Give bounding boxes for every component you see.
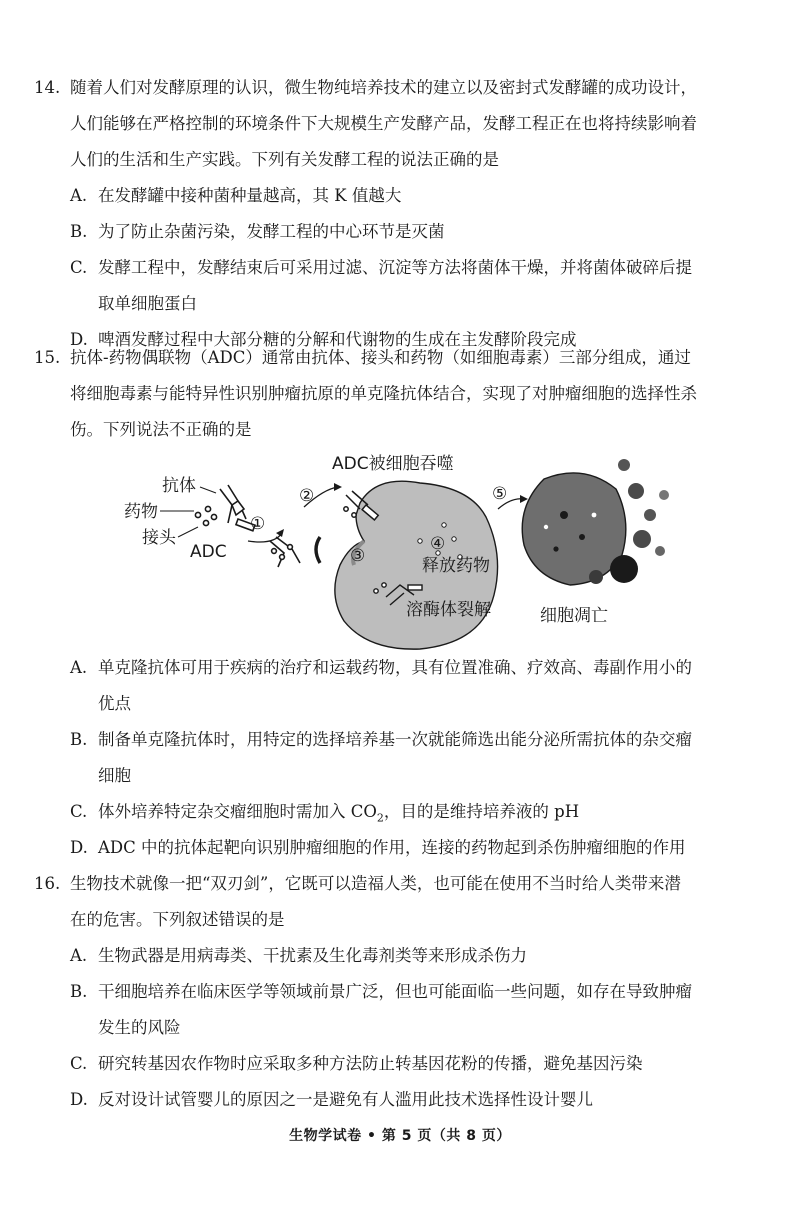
question-14-option-c-cont: 取单细胞蛋白 bbox=[98, 294, 197, 313]
question-15-option-a[interactable]: A. 单克隆抗体可用于疾病的治疗和运载药物，具有位置准确、疗效高、毒副作用小的 bbox=[70, 658, 692, 677]
label-lysosome: 溶酶体裂解 bbox=[406, 600, 491, 620]
question-15-stem-line-3: 伤。下列说法不正确的是 bbox=[70, 420, 252, 439]
page-footer: 生物学试卷 • 第 5 页（共 8 页） bbox=[289, 1128, 511, 1144]
label-antibody: 抗体 bbox=[162, 476, 196, 496]
question-14-option-b[interactable]: B. 为了防止杂菌污染，发酵工程的中心环节是灭菌 bbox=[70, 222, 445, 241]
step-4-label: ④ bbox=[430, 534, 446, 554]
question-15-options bbox=[34, 650, 764, 866]
label-apoptosis: 细胞凋亡 bbox=[540, 606, 608, 626]
adc-molecule-icon bbox=[195, 485, 255, 531]
adc-diagram bbox=[124, 445, 684, 655]
question-14 bbox=[34, 70, 764, 358]
question-14-number: 14. bbox=[34, 78, 61, 97]
question-16-number: 16. bbox=[34, 874, 61, 893]
question-14-option-c[interactable]: C. 发酵工程中，发酵结束后可采用过滤、沉淀等方法将菌体干燥，并将菌体破碎后提 bbox=[70, 258, 692, 277]
step-3-label: ③ bbox=[350, 546, 366, 566]
question-14-stem-line-1: 14. 随着人们对发酵原理的认识，微生物纯培养技术的建立以及密封式发酵罐的成功设计， bbox=[34, 70, 764, 106]
question-14-option-d[interactable]: D. 啤酒发酵过程中大部分糖的分解和代谢物的生成在主发酵阶段完成 bbox=[70, 330, 577, 349]
question-16-option-a[interactable]: A. 生物武器是用病毒类、干扰素及生化毒剂类等来形成杀伤力 bbox=[70, 946, 527, 965]
question-15-option-b[interactable]: B. 制备单克隆抗体时，用特定的选择培养基一次就能筛选出能分泌所需抗体的杂交瘤 bbox=[70, 730, 692, 749]
adc-binding-icon bbox=[270, 537, 320, 567]
question-16-option-b-cont: 发生的风险 bbox=[98, 1018, 181, 1037]
question-15-stem-line-2: 将细胞毒素与能特异性识别肿瘤抗原的单克隆抗体结合，实现了对肿瘤细胞的选择性杀 bbox=[70, 384, 697, 403]
question-16-stem-line-2: 在的危害。下列叙述错误的是 bbox=[70, 910, 285, 929]
question-14-stem-line-3: 人们的生活和生产实践。下列有关发酵工程的说法正确的是 bbox=[70, 150, 499, 169]
label-linker: 接头 bbox=[142, 528, 176, 548]
apoptotic-cell-icon bbox=[522, 459, 669, 585]
question-15-option-c[interactable]: C. 体外培养特定杂交瘤细胞时需加入 $CO_2$，目的是维持培养液的 pH bbox=[70, 802, 580, 825]
question-15-option-b-cont: 细胞 bbox=[98, 766, 131, 785]
question-15-option-d[interactable]: D. ADC 中的抗体起靶向识别肿瘤细胞的作用，连接的药物起到杀伤肿瘤细胞的作用 bbox=[70, 838, 686, 857]
step-2-label: ② bbox=[299, 486, 315, 506]
question-14-stem-line-2: 人们能够在严格控制的环境条件下大规模生产发酵产品，发酵工程正在也将持续影响着 bbox=[70, 114, 697, 133]
label-drug: 药物 bbox=[124, 502, 158, 522]
question-15-number: 15. bbox=[34, 348, 61, 367]
step-1-label: ① bbox=[250, 514, 266, 534]
question-15-stem-line-1: 15. 抗体-药物偶联物（ADC）通常由抗体、接头和药物（如细胞毒素）三部分组成，通过 bbox=[34, 340, 764, 376]
label-adc: ADC bbox=[190, 542, 227, 562]
step-5-label: ⑤ bbox=[492, 484, 508, 504]
adc-diagram-svg bbox=[124, 445, 684, 655]
question-15 bbox=[34, 340, 764, 448]
question-16-option-c[interactable]: C. 研究转基因农作物时应采取多种方法防止转基因花粉的传播，避免基因污染 bbox=[70, 1054, 643, 1073]
label-engulf: ADC被细胞吞噬 bbox=[332, 454, 454, 474]
label-release: 释放药物 bbox=[422, 556, 490, 576]
question-16-option-d[interactable]: D. 反对设计试管婴儿的原因之一是避免有人滥用此技术选择性设计婴儿 bbox=[70, 1090, 593, 1109]
question-16-option-b[interactable]: B. 干细胞培养在临床医学等领域前景广泛，但也可能面临一些问题，如存在导致肿瘤 bbox=[70, 982, 692, 1001]
question-14-option-a[interactable]: A. 在发酵罐中接种菌种量越高，其 K 值越大 bbox=[70, 186, 402, 205]
question-16-stem-line-1: 16. 生物技术就像一把“双刃剑”，它既可以造福人类，也可能在使用不当时给人类带来潜 bbox=[34, 866, 764, 902]
question-16 bbox=[34, 866, 764, 1118]
question-15-option-a-cont: 优点 bbox=[98, 694, 131, 713]
